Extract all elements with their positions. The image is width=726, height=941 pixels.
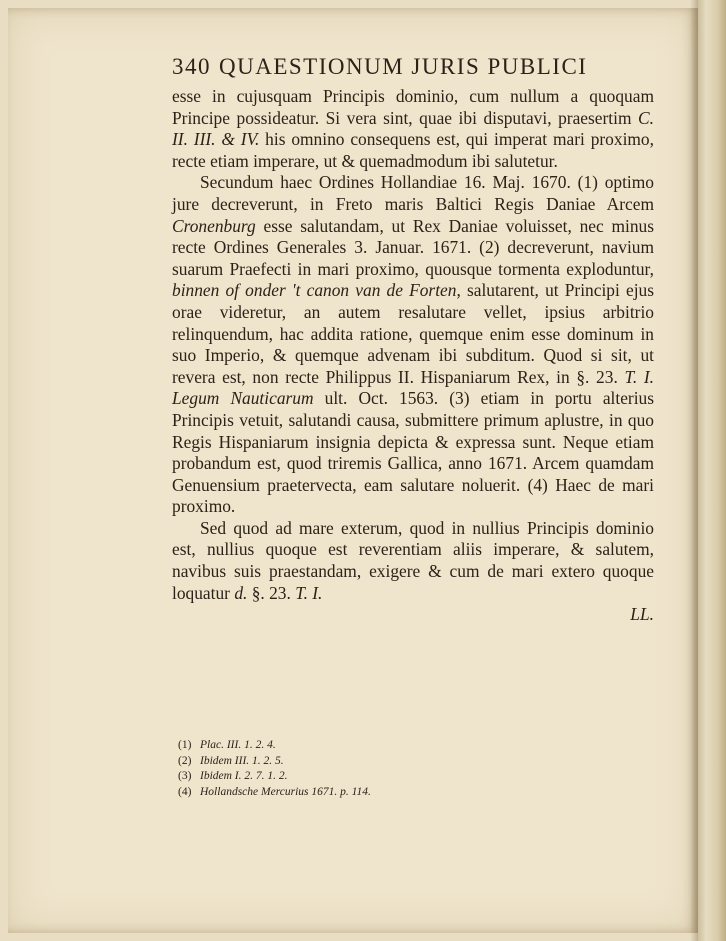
- text-run-italic: binnen of onder 't canon van de Forten: [172, 280, 457, 301]
- text-run-italic: d.: [234, 582, 248, 603]
- footnote-text: Ibidem I. 2. 7. 1. 2.: [200, 770, 288, 782]
- page-number: 340: [172, 54, 211, 79]
- text-run: Secundum haec Ordines Hollandiae 16. Maj. 1670. (1) optimo jure decreverunt, in Freto maris Baltici Regis Daniae Arcem: [172, 172, 654, 214]
- text-run: esse in cujusquam Principis dominio, cum nullum a quoquam Principe possideatur. Si vera sint, quae ibi disputavi, praesertim: [172, 86, 654, 128]
- text-run: esse salutandam, ut Rex Daniae voluisset, nec minus recte Ordines Generales 3. Januar. 1671. (2) decreverunt, navium suarum Praefecti in mari proximo, quousque tormenta exploduntur,: [172, 215, 654, 279]
- text-run-italic: Cronenburg: [172, 215, 256, 236]
- footnote-text: Hollandsche Mercurius 1671. p. 114.: [200, 785, 371, 798]
- footnotes: [178, 738, 578, 800]
- text-run: §. 23.: [247, 582, 296, 603]
- footnote-mark: (1): [178, 739, 192, 751]
- paragraph-3: [172, 518, 654, 604]
- footnote: [178, 785, 578, 801]
- footnote: [178, 754, 578, 770]
- paragraph-2: [172, 172, 654, 518]
- footnote-text: Plac. III. 1. 2. 4.: [200, 739, 276, 751]
- catchword: LL.: [630, 604, 654, 625]
- footnote: [178, 738, 578, 754]
- text-run: , salutarent, ut Principi ejus orae videretur, an autem resalutare vellet, ipsius arbitrio relinquendum, hac addita ratione, quemque enim esse dominum in suo Imperio, & quemque advenam ibi subditum. Quod si sit, ut revera est, non recte Philippus II. Hispaniarum Rex, in §. 23.: [172, 280, 654, 387]
- main-text: [172, 86, 654, 626]
- footnote-text: Ibidem III. 1. 2. 5.: [200, 754, 284, 767]
- footnote-mark: (4): [178, 785, 192, 798]
- running-title: QUAESTIONUM JURIS PUBLICI: [219, 54, 588, 79]
- footnote-mark: (3): [178, 770, 192, 782]
- footnote: [178, 769, 578, 785]
- paragraph-1: [172, 86, 654, 172]
- footnote-mark: (2): [178, 754, 192, 767]
- running-header: [172, 54, 642, 80]
- text-run: Sed quod ad mare exterum, quod in nullius Principis dominio est, nullius quoque est reverentiam aliis imperare, & salutem, navibus suis praestandam, exigere & cum de mari extero quoque loquatur: [172, 517, 654, 603]
- text-run-italic: T. I.: [295, 582, 323, 603]
- text-run-italic: T. I. Legum Nauticarum: [172, 366, 655, 409]
- text-run-italic: C. II. III. & IV.: [172, 107, 654, 150]
- book-gutter: [698, 0, 726, 941]
- text-run: his omnino consequens est, qui imperat mari proximo, recte etiam imperare, ut & quemadmodum ibi salutetur.: [172, 129, 654, 171]
- text-run: ult. Oct. 1563. (3) etiam in portu alterius Principis vetuit, salutandi causa, submittere primum aplustre, in quo Regis Hispaniarum insignia depicta & expressa sunt. Neque etiam probandum est, quod triremis Gallica, anno 1671. Arcem quamdam Genuensium praetervecta, eam salutare noluerit. (4) Haec de mari proximo.: [172, 388, 655, 517]
